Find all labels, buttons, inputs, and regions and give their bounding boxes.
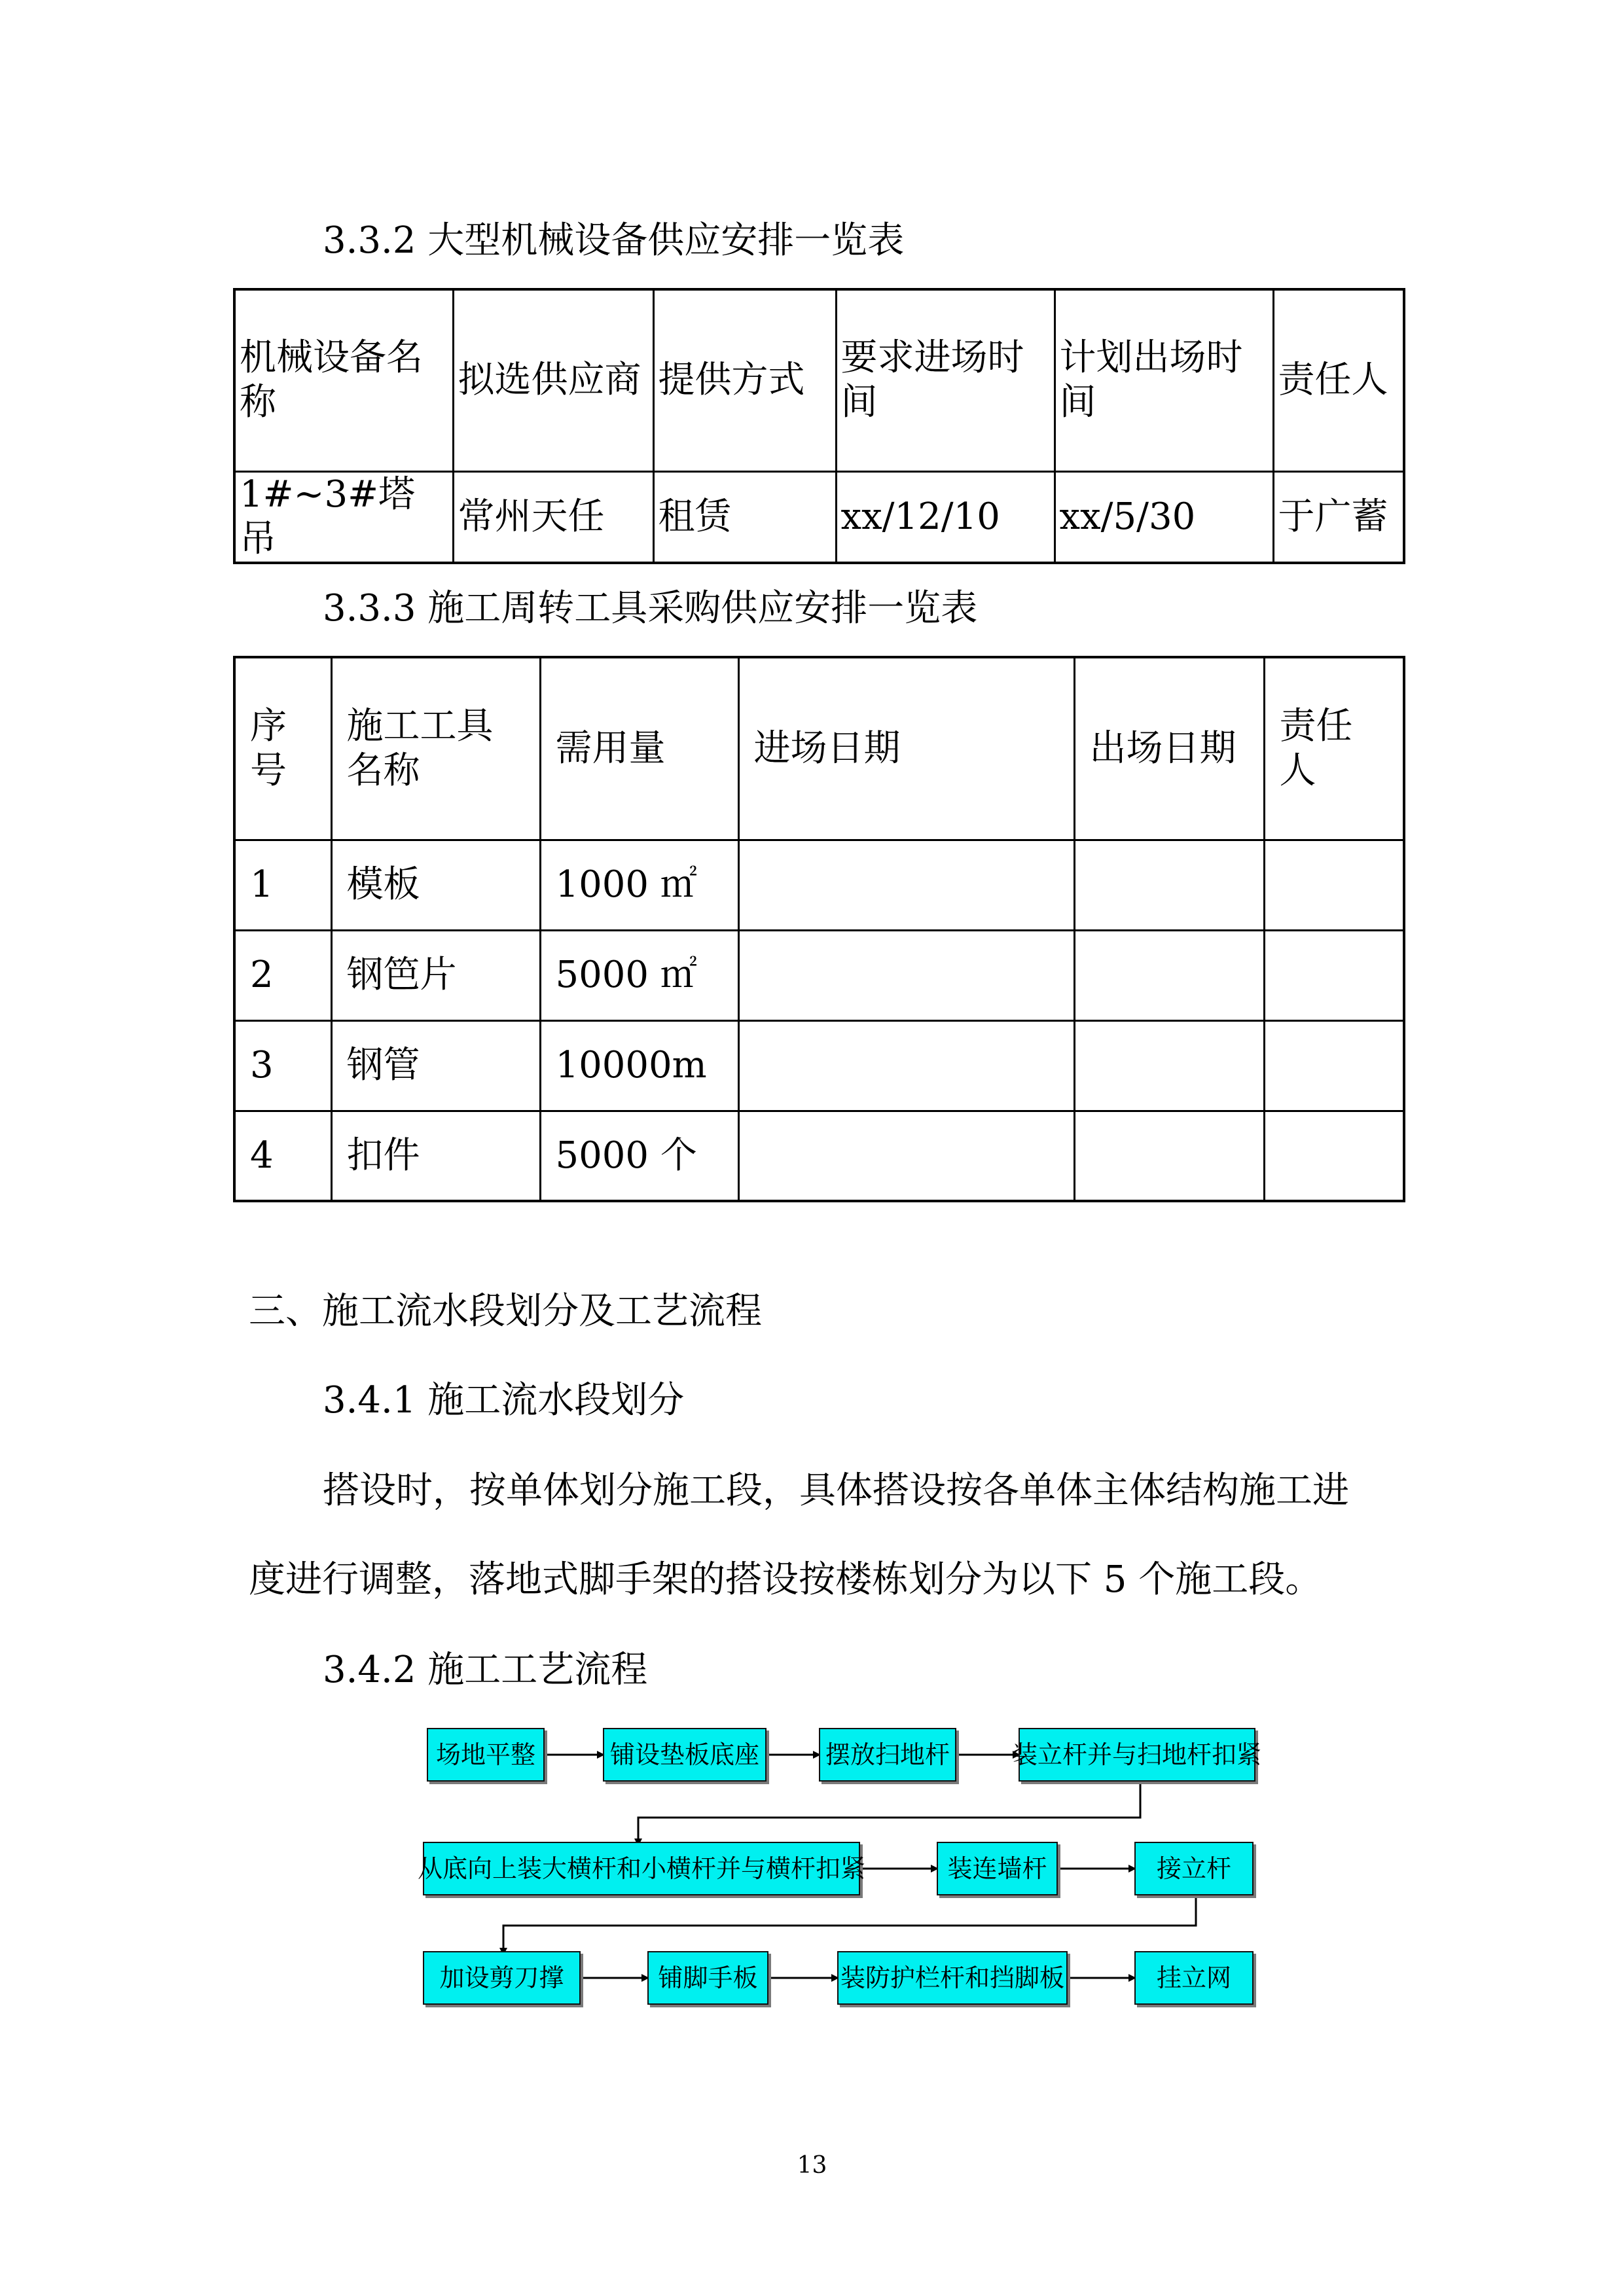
flow-step: 场地平整 (427, 1728, 545, 1782)
table-cell: 租赁 (653, 471, 836, 563)
table-cell: xx/5/30 (1055, 471, 1273, 563)
table-header-cell: 序 号 (234, 657, 331, 840)
flow-step: 挂立网 (1134, 1951, 1254, 2005)
table-header-cell: 进场日期 (738, 657, 1074, 840)
table-cell: 钢管 (331, 1020, 540, 1111)
table-header-cell: 拟选供应商 (453, 289, 653, 471)
table-cell: 于广蓄 (1273, 471, 1404, 563)
flow-step: 接立杆 (1134, 1842, 1254, 1895)
table-cell: 模板 (331, 840, 540, 930)
table-cell: 1#~3#塔吊 (234, 471, 453, 563)
section-333-title: 3.3.3 施工周转工具采购供应安排一览表 (323, 587, 978, 630)
table-header-cell: 责任 人 (1264, 657, 1404, 840)
table-cell: 1 (234, 840, 331, 930)
flow-step: 装立杆并与扫地杆扣紧 (1019, 1728, 1255, 1782)
section-3-title: 三、施工流水段划分及工艺流程 (249, 1290, 762, 1333)
paragraph-line: 搭设时，按单体划分施工段，具体搭设按各单体主体结构施工进 (323, 1469, 1349, 1512)
table-cell: 3 (234, 1020, 331, 1111)
section-342-title: 3.4.2 施工工艺流程 (323, 1649, 648, 1691)
table-cell: xx/12/10 (836, 471, 1055, 563)
flow-step: 铺设垫板底座 (603, 1728, 767, 1782)
table-cell: 钢笆片 (331, 930, 540, 1020)
flow-step: 摆放扫地杆 (819, 1728, 956, 1782)
page-number: 13 (797, 2152, 827, 2179)
table-cell: 5000 ㎡ (540, 930, 738, 1020)
flow-step: 铺脚手板 (647, 1951, 768, 2005)
section-332-title: 3.3.2 大型机械设备供应安排一览表 (323, 219, 905, 262)
table-cell: 5000 个 (540, 1111, 738, 1201)
flow-step: 装防护栏杆和挡脚板 (837, 1951, 1068, 2005)
table-header-cell: 施工工具 名称 (331, 657, 540, 840)
table-header-cell: 需用量 (540, 657, 738, 840)
table-cell: 2 (234, 930, 331, 1020)
flow-connector (638, 1782, 1140, 1845)
table-header-cell: 提供方式 (653, 289, 836, 471)
table-header-cell: 要求进场时 间 (836, 289, 1055, 471)
table-header-cell: 责任人 (1273, 289, 1404, 471)
table-header-cell: 计划出场时 间 (1055, 289, 1273, 471)
table-header-cell: 机械设备名 称 (234, 289, 453, 471)
table-cell: 4 (234, 1111, 331, 1201)
table-cell: 1000 ㎡ (540, 840, 738, 930)
flow-step: 装连墙杆 (937, 1842, 1058, 1895)
table-header-cell: 出场日期 (1074, 657, 1264, 840)
flow-step: 从底向上装大横杆和小横杆并与横杆扣紧 (423, 1842, 860, 1895)
flow-step: 加设剪刀撑 (423, 1951, 581, 2005)
table-cell: 常州天任 (453, 471, 653, 563)
paragraph-line: 度进行调整，落地式脚手架的搭设按楼栋划分为以下 5 个施工段。 (249, 1558, 1322, 1601)
table-cell: 扣件 (331, 1111, 540, 1201)
table-cell: 10000m (540, 1020, 738, 1111)
section-341-title: 3.4.1 施工流水段划分 (323, 1379, 685, 1422)
flow-connector (503, 1895, 1196, 1954)
